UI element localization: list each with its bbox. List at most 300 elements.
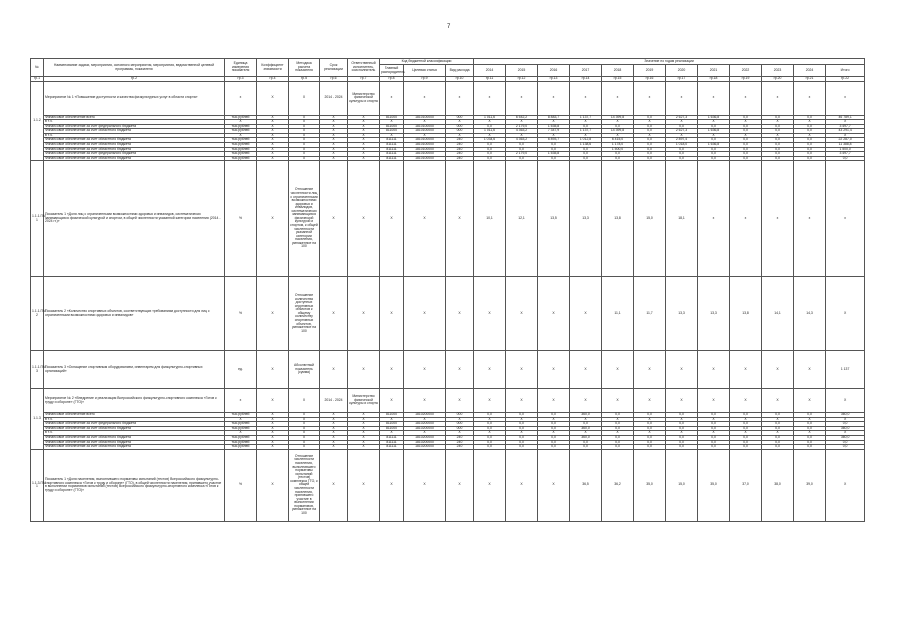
year-value-cell: 1 178,0 xyxy=(602,142,634,147)
method-cell: Отношение численности населения, выполнившего нормативы испытаний (тестов) комплекса ГТО, к общей численности населения, принявшего участие в выполнении нормативов, умноженное на 100 xyxy=(289,449,320,521)
budget-code-cell: X xyxy=(380,120,404,125)
method-cell: Х xyxy=(289,389,320,413)
year-value-cell: 0,0 xyxy=(762,124,794,129)
x-cell: X xyxy=(289,138,320,143)
year-value-cell: 36,5 xyxy=(570,449,602,521)
year-value-cell: 0,0 xyxy=(506,422,538,427)
year-value-cell: Х xyxy=(698,389,730,413)
x-cell: X xyxy=(257,417,289,422)
x-cell: X xyxy=(348,147,380,152)
year-value-cell: Х xyxy=(826,449,865,521)
year-value-cell: х xyxy=(826,81,865,115)
x-cell: X xyxy=(320,138,348,143)
indicator-row xyxy=(31,449,865,521)
year-value-cell: 0,0 xyxy=(506,426,538,431)
column-index: гр.16 xyxy=(634,77,666,82)
indicator-name: Показатель 2 «Количество спортивных объектов, соответствующих требованиям доступности для лиц с ограниченными возможностями здоровья и инвалидов» xyxy=(44,277,225,351)
x-cell: X xyxy=(257,124,289,129)
year-value-cell: 0,0 xyxy=(474,156,506,161)
budget-code-cell: 240 xyxy=(446,445,474,450)
budget-code-cell: 000 xyxy=(446,426,474,431)
header-name: Наименование задачи, мероприятия, основного мероприятия, мероприятия, ведомственной целевой программы, показателя xyxy=(44,59,225,77)
year-value-cell: 4 363,2 xyxy=(506,138,538,143)
x-cell: X xyxy=(348,133,380,138)
year-value-cell: Х xyxy=(730,351,762,389)
year-value-cell: X xyxy=(826,133,865,138)
budget-code-cell: X xyxy=(404,431,446,436)
year-value-cell: Х xyxy=(762,389,794,413)
unit-cell: тыс.рублей xyxy=(225,142,257,147)
year-value-cell: Х xyxy=(506,389,538,413)
year-value-cell: 360,0 xyxy=(826,436,865,441)
year-value-cell: X xyxy=(666,133,698,138)
finance-name: Финансовое обеспечение за счет областного бюджета xyxy=(44,129,225,134)
year-value-cell: 0,0 xyxy=(794,152,826,157)
row-number: 1.1.1.ПМ 2 xyxy=(31,277,44,351)
year-value-cell: 0,0 xyxy=(474,436,506,441)
year-value-cell: 0,0 xyxy=(794,426,826,431)
x-cell: Х xyxy=(348,351,380,389)
year-value-cell: 1 137 xyxy=(826,351,865,389)
year-value-cell: X xyxy=(698,417,730,422)
x-cell: X xyxy=(289,129,320,134)
header-coefficient: Коэффициент значимости xyxy=(257,59,289,77)
year-value-cell: X xyxy=(730,417,762,422)
header-method: Методика расчета показателя xyxy=(289,59,320,77)
x-cell: X xyxy=(320,142,348,147)
year-value-cell: 0,0 xyxy=(794,129,826,134)
year-value-cell: X xyxy=(826,431,865,436)
finance-name: Финансовое обеспечение за счет областного бюджета xyxy=(44,445,225,450)
year-value-cell: X xyxy=(794,120,826,125)
year-value-cell: 0,0 xyxy=(762,142,794,147)
year-value-cell: 0,0 xyxy=(602,422,634,427)
x-cell: X xyxy=(289,413,320,418)
finance-name: Финансовое обеспечение за счет областного бюджета xyxy=(44,426,225,431)
year-value-cell: 0,0 xyxy=(538,426,570,431)
year-value-cell: 0,0 xyxy=(794,436,826,441)
budget-code-cell: 1810100000 xyxy=(404,152,446,157)
x-cell: X xyxy=(348,426,380,431)
finance-name: Финансовое обеспечение за счет областного бюджета xyxy=(44,138,225,143)
budget-code-cell: 1810100000 xyxy=(404,142,446,147)
column-index: гр.17 xyxy=(666,77,698,82)
unit-cell: % xyxy=(225,277,257,351)
year-value-cell: 1 535,8 xyxy=(538,152,570,157)
year-value-cell: 0,0 xyxy=(730,413,762,418)
year-value-cell: 0,0 xyxy=(762,147,794,152)
x-cell: X xyxy=(257,129,289,134)
unit-cell: тыс.рублей xyxy=(225,147,257,152)
year-value-cell: X xyxy=(730,120,762,125)
x-cell: X xyxy=(348,413,380,418)
year-value-cell: 0,0 xyxy=(730,445,762,450)
x-cell: X xyxy=(257,120,289,125)
year-value-cell: 39,0 xyxy=(794,449,826,521)
budget-code-cell: 000 xyxy=(446,129,474,134)
year-value-cell: 0,0 xyxy=(698,445,730,450)
indicator-name: Показатель 3 «Оснащение спортивным оборудованием, инвентарем для физкультурно-спортивных организаций» xyxy=(44,351,225,389)
year-value-cell: Х xyxy=(570,389,602,413)
column-index: гр.22 xyxy=(826,77,865,82)
unit-cell: тыс.рублей xyxy=(225,413,257,418)
year-value-cell: 1 535,8 xyxy=(538,124,570,129)
year-value-cell: х xyxy=(570,81,602,115)
x-cell: Х xyxy=(446,161,474,277)
year-value-cell: 1 636,8 xyxy=(698,129,730,134)
budget-code-cell: 1810100000 xyxy=(404,156,446,161)
year-value-cell: 1 034,6 xyxy=(474,138,506,143)
year-value-cell: 0,0 xyxy=(634,436,666,441)
year-value-cell: Х xyxy=(538,449,570,521)
header-year: 2021 xyxy=(698,65,730,77)
unit-cell: % xyxy=(225,449,257,521)
column-index: гр.7 xyxy=(348,77,380,82)
header-year: 2017 xyxy=(570,65,602,77)
budget-code-cell: 811000 xyxy=(380,115,404,120)
year-value-cell: 14,3 xyxy=(794,277,826,351)
row-number: 1.1.3.ПМ 1 xyxy=(31,449,44,521)
x-cell: X xyxy=(320,436,348,441)
year-value-cell: 0,0 xyxy=(506,436,538,441)
year-value-cell: 13,3 xyxy=(570,161,602,277)
year-value-cell: 0,0 xyxy=(570,440,602,445)
year-value-cell: Х xyxy=(634,389,666,413)
x-cell: X xyxy=(348,436,380,441)
x-cell: X xyxy=(320,152,348,157)
year-value-cell: X xyxy=(474,417,506,422)
year-value-cell: 35,0 xyxy=(634,449,666,521)
year-value-cell: 0,0 xyxy=(730,142,762,147)
year-value-cell: 0,0 xyxy=(474,445,506,450)
year-value-cell: X xyxy=(698,120,730,125)
year-value-cell: х xyxy=(506,81,538,115)
x-cell: X xyxy=(257,445,289,450)
finance-name: Финансовое обеспечение всего xyxy=(44,413,225,418)
year-value-cell: 0,0 xyxy=(826,440,865,445)
method-cell: Х xyxy=(289,81,320,115)
year-value-cell: 0,0 xyxy=(730,115,762,120)
year-value-cell: X xyxy=(762,120,794,125)
x-cell: X xyxy=(257,138,289,143)
year-value-cell: 0,0 xyxy=(698,152,730,157)
unit-cell: X xyxy=(225,120,257,125)
year-value-cell: 2 627,3 xyxy=(666,115,698,120)
year-value-cell: 0,0 xyxy=(570,422,602,427)
finance-name: Финансовое обеспечение за счет областного бюджета xyxy=(44,436,225,441)
budget-code-cell: X xyxy=(380,431,404,436)
term-cell: 2014 - 2024 xyxy=(320,81,348,115)
unit-cell: тыс.рублей xyxy=(225,152,257,157)
header-year: 2022 xyxy=(730,65,762,77)
x-cell: X xyxy=(257,133,289,138)
year-value-cell: х xyxy=(538,81,570,115)
x-cell: Х xyxy=(380,351,404,389)
budget-code-cell: 811111 xyxy=(380,152,404,157)
x-cell: X xyxy=(320,115,348,120)
year-value-cell: 0,0 xyxy=(602,413,634,418)
year-value-cell: X xyxy=(474,133,506,138)
x-cell: Х xyxy=(404,161,446,277)
year-value-cell: 36,2 xyxy=(602,449,634,521)
budget-code-cell: 000 xyxy=(446,422,474,427)
year-value-cell: 10,1 xyxy=(474,161,506,277)
row-number: 1.1.1.ПМ 1 xyxy=(31,161,44,277)
year-value-cell: 0,0 xyxy=(602,124,634,129)
indicator-name: Показатель 1 «Доля лиц с ограниченными возможностями здоровья и инвалидов, систематически занимающихся физической культурой и спортом, в общей численности указанной категории населения (2014 - 2024 гг.)» xyxy=(44,161,225,277)
header-executor: Ответственный исполнитель, соисполнитель xyxy=(348,59,380,77)
header-year: 2015 xyxy=(506,65,538,77)
year-value-cell: 360,0 xyxy=(826,413,865,418)
column-index: гр.2 xyxy=(44,77,225,82)
event-row xyxy=(31,389,865,413)
year-value-cell: 0,0 xyxy=(762,129,794,134)
budget-code-cell: 1810200000 xyxy=(404,445,446,450)
year-value-cell: 0,0 xyxy=(506,440,538,445)
year-value-cell: 3 497,7 xyxy=(826,124,865,129)
column-index: гр.8 xyxy=(380,77,404,82)
event-title: Мероприятие № 1 «Повышение доступности и качества физкультурных услуг в области спорта» xyxy=(44,81,225,115)
year-value-cell: 2 627,3 xyxy=(666,129,698,134)
year-value-cell: 0,0 xyxy=(794,142,826,147)
unit-cell: тыс.рублей xyxy=(225,440,257,445)
x-cell: X xyxy=(289,133,320,138)
x-cell: X xyxy=(257,426,289,431)
budget-code-cell: 811000 xyxy=(380,129,404,134)
year-value-cell: X xyxy=(794,417,826,422)
budget-code-cell: X xyxy=(446,417,474,422)
year-value-cell: 0,0 xyxy=(698,138,730,143)
x-cell: Х xyxy=(404,449,446,521)
x-cell: Х xyxy=(320,449,348,521)
year-value-cell: 12,1 xyxy=(506,161,538,277)
year-value-cell: 0,0 xyxy=(538,440,570,445)
x-cell: X xyxy=(320,156,348,161)
x-cell: X xyxy=(320,431,348,436)
year-value-cell: 0,0 xyxy=(794,138,826,143)
year-value-cell: Х xyxy=(506,277,538,351)
budget-code-cell: 000 xyxy=(446,115,474,120)
year-value-cell: 0,0 xyxy=(634,413,666,418)
year-value-cell: 0,0 xyxy=(698,147,730,152)
year-value-cell: 0,0 xyxy=(634,440,666,445)
year-value-cell: X xyxy=(506,431,538,436)
header-term: Срок реализации xyxy=(320,59,348,77)
year-value-cell: 0,0 xyxy=(794,440,826,445)
budget-code-cell: 1810100000 xyxy=(404,147,446,152)
budget-code-cell: 1810100000 xyxy=(404,129,446,134)
unit-cell: X xyxy=(225,431,257,436)
year-value-cell: Х xyxy=(538,389,570,413)
column-index: гр.1 xyxy=(31,77,44,82)
x-cell: X xyxy=(320,422,348,427)
year-value-cell: 15,0 xyxy=(634,161,666,277)
unit-cell: тыс.рублей xyxy=(225,124,257,129)
column-index: гр.12 xyxy=(506,77,538,82)
year-value-cell: Х xyxy=(570,351,602,389)
x-cell: X xyxy=(320,445,348,450)
year-value-cell: X xyxy=(730,431,762,436)
finance-name: Финансовое обеспечение за счет федерального бюджета xyxy=(44,124,225,129)
budget-code-cell: X xyxy=(446,133,474,138)
x-cell: X xyxy=(289,426,320,431)
header-year: 2018 xyxy=(602,65,634,77)
year-value-cell: 43 291,4 xyxy=(826,129,865,134)
year-value-cell: 0,0 xyxy=(602,436,634,441)
year-value-cell: 0,0 xyxy=(762,436,794,441)
unit-cell: X xyxy=(225,417,257,422)
year-value-cell: X xyxy=(506,417,538,422)
year-value-cell: 0,0 xyxy=(474,413,506,418)
finance-name: Финансовое обеспечение за счет областного бюджета xyxy=(44,142,225,147)
budget-code-cell: X xyxy=(404,120,446,125)
year-value-cell: 37,0 xyxy=(730,449,762,521)
x-cell: Х xyxy=(348,277,380,351)
year-value-cell: 4 363,2 xyxy=(506,129,538,134)
x-cell: X xyxy=(320,147,348,152)
unit-cell: тыс.рублей xyxy=(225,436,257,441)
year-value-cell: 0,0 xyxy=(666,156,698,161)
year-value-cell: 1 011,6 xyxy=(474,115,506,120)
x-cell: X xyxy=(320,133,348,138)
x-cell: X xyxy=(257,436,289,441)
year-value-cell: 11,7 xyxy=(634,277,666,351)
row-number: 1.1.1.ПМ 3 xyxy=(31,351,44,389)
coefficient-cell: X xyxy=(257,389,289,413)
coefficient-cell: Х xyxy=(257,449,289,521)
year-value-cell: х xyxy=(730,161,762,277)
year-value-cell: 0,0 xyxy=(634,422,666,427)
year-value-cell: 0,0 xyxy=(698,440,730,445)
x-cell: X xyxy=(348,422,380,427)
year-value-cell: X xyxy=(538,120,570,125)
x-cell: X xyxy=(348,138,380,143)
year-value-cell: 0,0 xyxy=(506,156,538,161)
unit-cell: X xyxy=(225,133,257,138)
year-value-cell: х xyxy=(602,81,634,115)
finance-name: Финансовое обеспечение за счет областного бюджета xyxy=(44,156,225,161)
x-cell: Х xyxy=(320,161,348,277)
x-cell: X xyxy=(257,152,289,157)
year-value-cell: 0,0 xyxy=(538,422,570,427)
year-value-cell: 0,0 xyxy=(730,129,762,134)
year-value-cell: 0,0 xyxy=(794,413,826,418)
year-value-cell: х xyxy=(730,81,762,115)
year-value-cell: 0,0 xyxy=(538,142,570,147)
budget-code-cell: X xyxy=(446,431,474,436)
year-value-cell: X xyxy=(762,133,794,138)
budget-code-cell: X xyxy=(404,133,446,138)
column-index: гр.20 xyxy=(762,77,794,82)
year-value-cell: 14 399,8 xyxy=(602,115,634,120)
method-cell: Абсолютный показатель (сумма) xyxy=(289,351,320,389)
year-value-cell: Х xyxy=(602,389,634,413)
year-value-cell: 0,0 xyxy=(634,129,666,134)
year-value-cell: 35,0 xyxy=(698,449,730,521)
year-value-cell: 0,0 xyxy=(506,142,538,147)
unit-cell: тыс.рублей xyxy=(225,115,257,120)
year-value-cell: X xyxy=(570,431,602,436)
column-index: гр.11 xyxy=(474,77,506,82)
year-value-cell: 0,0 xyxy=(762,115,794,120)
year-value-cell: 0,0 xyxy=(762,138,794,143)
x-cell: Х xyxy=(380,161,404,277)
year-value-cell: 0,0 xyxy=(762,445,794,450)
x-cell: X xyxy=(257,422,289,427)
budget-code-cell: 811111 xyxy=(380,445,404,450)
budget-code-cell: 1810100000 xyxy=(404,115,446,120)
budget-code-cell: 240 xyxy=(446,147,474,152)
budget-code-cell: 1810100000 xyxy=(404,138,446,143)
year-value-cell: X xyxy=(602,120,634,125)
column-index: гр.10 xyxy=(446,77,474,82)
unit-cell: ед. xyxy=(225,351,257,389)
header-years-group: Значение по годам реализации xyxy=(474,59,865,65)
x-cell: Х xyxy=(320,277,348,351)
year-value-cell: 0,0 xyxy=(634,445,666,450)
year-value-cell: X xyxy=(602,133,634,138)
year-value-cell: 6 415,0 xyxy=(602,138,634,143)
x-cell: X xyxy=(257,413,289,418)
year-value-cell: 0,0 xyxy=(538,156,570,161)
year-value-cell: 0,0 xyxy=(666,445,698,450)
year-value-cell: X xyxy=(634,120,666,125)
year-value-cell: 0,0 xyxy=(602,152,634,157)
year-value-cell: Х xyxy=(474,277,506,351)
x-cell: X xyxy=(348,115,380,120)
year-value-cell: 7 347,9 xyxy=(538,129,570,134)
unit-cell: тыс.рублей xyxy=(225,426,257,431)
x-cell: X xyxy=(289,436,320,441)
year-value-cell: 6 893,7 xyxy=(538,138,570,143)
year-value-cell: 0,0 xyxy=(730,426,762,431)
year-value-cell: 0,0 xyxy=(762,440,794,445)
budget-code-cell: 811111 xyxy=(380,436,404,441)
x-cell: X xyxy=(257,115,289,120)
budget-code-cell: 000 xyxy=(446,124,474,129)
year-value-cell: 0,0 xyxy=(602,445,634,450)
year-value-cell: 0,0 xyxy=(730,436,762,441)
budget-code-cell: 811000 xyxy=(380,413,404,418)
year-value-cell: 0,0 xyxy=(570,156,602,161)
year-value-cell: 0,0 xyxy=(666,426,698,431)
year-value-cell: 1 012,8 xyxy=(570,138,602,143)
year-value-cell: Х xyxy=(730,389,762,413)
budget-code-cell: 1810200000 xyxy=(404,436,446,441)
year-value-cell: 0,0 xyxy=(634,115,666,120)
year-value-cell: 0,0 xyxy=(730,124,762,129)
year-value-cell: 0,0 xyxy=(698,436,730,441)
year-value-cell: 1 137,7 xyxy=(570,129,602,134)
year-value-cell: 0,0 xyxy=(762,152,794,157)
header-year: 2023 xyxy=(762,65,794,77)
year-value-cell: 0,0 xyxy=(538,445,570,450)
year-value-cell: Х xyxy=(570,277,602,351)
x-cell: Х xyxy=(404,351,446,389)
budget-code-cell: Х xyxy=(404,389,446,413)
budget-code-cell: 000 xyxy=(446,413,474,418)
budget-code-cell: X xyxy=(446,120,474,125)
year-value-cell: X xyxy=(826,417,865,422)
coefficient-cell: X xyxy=(257,81,289,115)
year-value-cell: 1 500,0 xyxy=(602,147,634,152)
finance-name: Финансовое обеспечение за счет областного бюджета xyxy=(44,440,225,445)
column-index: гр.4 xyxy=(257,77,289,82)
year-value-cell: 0,0 xyxy=(698,124,730,129)
year-value-cell: 1 138,6 xyxy=(570,142,602,147)
indicator-row xyxy=(31,351,865,389)
year-value-cell: 360,0 xyxy=(570,413,602,418)
